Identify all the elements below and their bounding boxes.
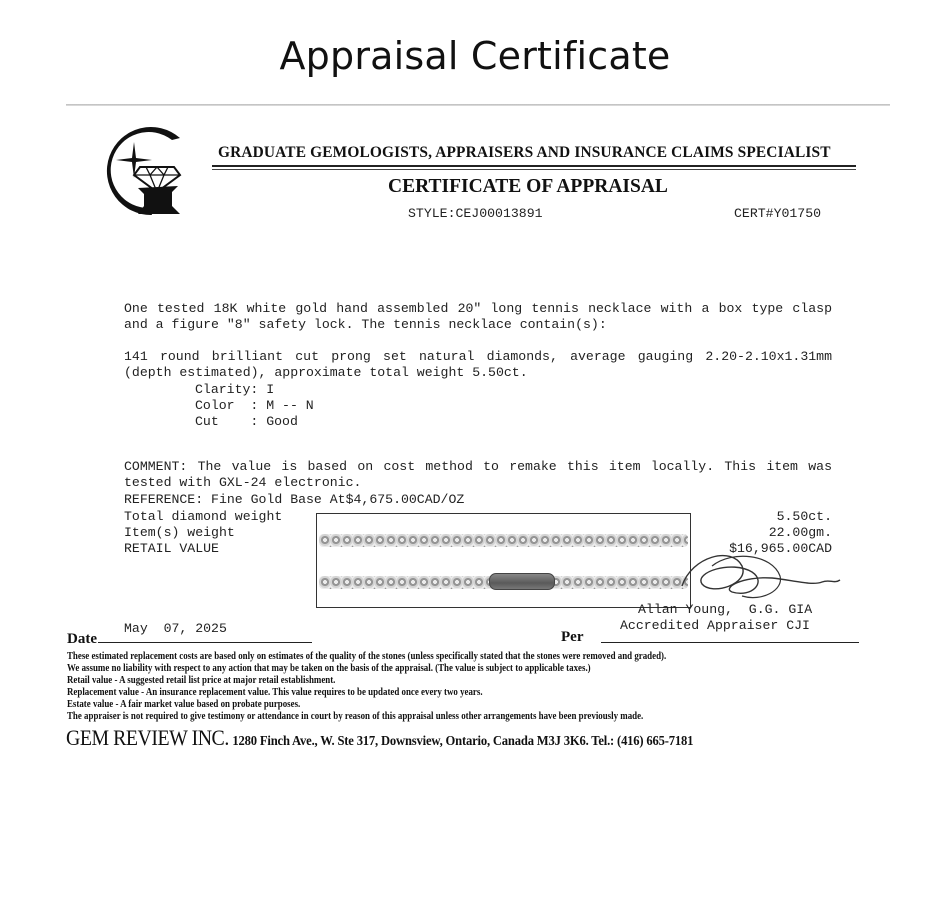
disclaimer-line: These estimated replacement costs are based only on estimates of the quality of the stones (unless specifically stated that the stones were removed and graded). [67,651,667,662]
appraiser-name: Allan Young, G.G. GIA [638,602,813,617]
certificate-heading: CERTIFICATE OF APPRAISAL [388,176,668,197]
date-value: May 07, 2025 [124,621,227,636]
necklace-strand-upper [319,534,688,547]
value-retail: $16,965.00CAD [729,541,832,556]
disclaimer-line: Retail value - A suggested retail list price at major retail establishment. [67,675,336,686]
spec-clarity: Clarity: I [195,382,275,397]
disclaimer-line: We assume no liability with respect to any action that may be taken on the basis of the appraisal. (The value is subject to applicable taxes.) [67,663,591,674]
disclaimer-line: Replacement value - An insurance replacement value. This value requires to be updated once every two years. [67,687,483,698]
description-paragraph: One tested 18K white gold hand assembled 20" long tennis necklace with a box type clasp and a figure "8" safety lock. The tennis necklace contain(s): [124,301,832,333]
date-line [98,642,312,643]
organization-name: GRADUATE GEMOLOGISTS, APPRAISERS AND INSURANCE CLAIMS SPECIALIST [218,144,831,161]
footer-address: 1280 Finch Ave., W. Ste 317, Downsview, Ontario, Canada M3J 3K6. Tel.: (416) 665-7181 [232,734,694,749]
gold-reference: REFERENCE: Fine Gold Base At$4,675.00CAD/OZ [124,492,465,507]
disclaimer-line: The appraiser is not required to give testimony or attendance in court by reason of this appraisal unless other arrangements have been previously made. [67,711,644,722]
spec-cut: Cut : Good [195,414,298,429]
label-total-diamond-weight: Total diamond weight [124,509,283,524]
date-label: Date [67,631,97,647]
per-label: Per [561,629,584,645]
page-title: Appraisal Certificate [279,34,671,78]
spec-color: Color : M -- N [195,398,314,413]
value-item-weight: 22.00gm. [768,525,832,540]
gem-logo-icon [92,120,188,218]
header-rule [212,165,856,167]
title-divider [66,104,890,106]
header-rule-thin [212,169,856,170]
disclaimer-line: Estate value - A fair market value based on probate purposes. [67,699,301,710]
appraiser-title: Accredited Appraiser CJI [620,618,810,633]
comment: COMMENT: The value is based on cost method to remake this item locally. This item was tested with GXL-24 electronic. [124,459,832,491]
value-total-diamond-weight: 5.50ct. [776,509,832,524]
necklace-photo [316,513,691,608]
label-retail-value: RETAIL VALUE [124,541,219,556]
footer [66,725,693,751]
per-line [601,642,859,643]
cert-number: CERT#Y01750 [734,206,822,221]
appraiser-signature [672,546,842,608]
box-clasp [489,573,555,590]
footer-company: GEM REVIEW INC. [66,725,229,750]
label-item-weight: Item(s) weight [124,525,235,540]
diamond-description: 141 round brilliant cut prong set natural diamonds, average gauging 2.20-2.10x1.31mm (depth estimated), approximate total weight 5.50ct. [124,349,832,381]
style-number: STYLE:CEJ00013891 [408,206,543,221]
